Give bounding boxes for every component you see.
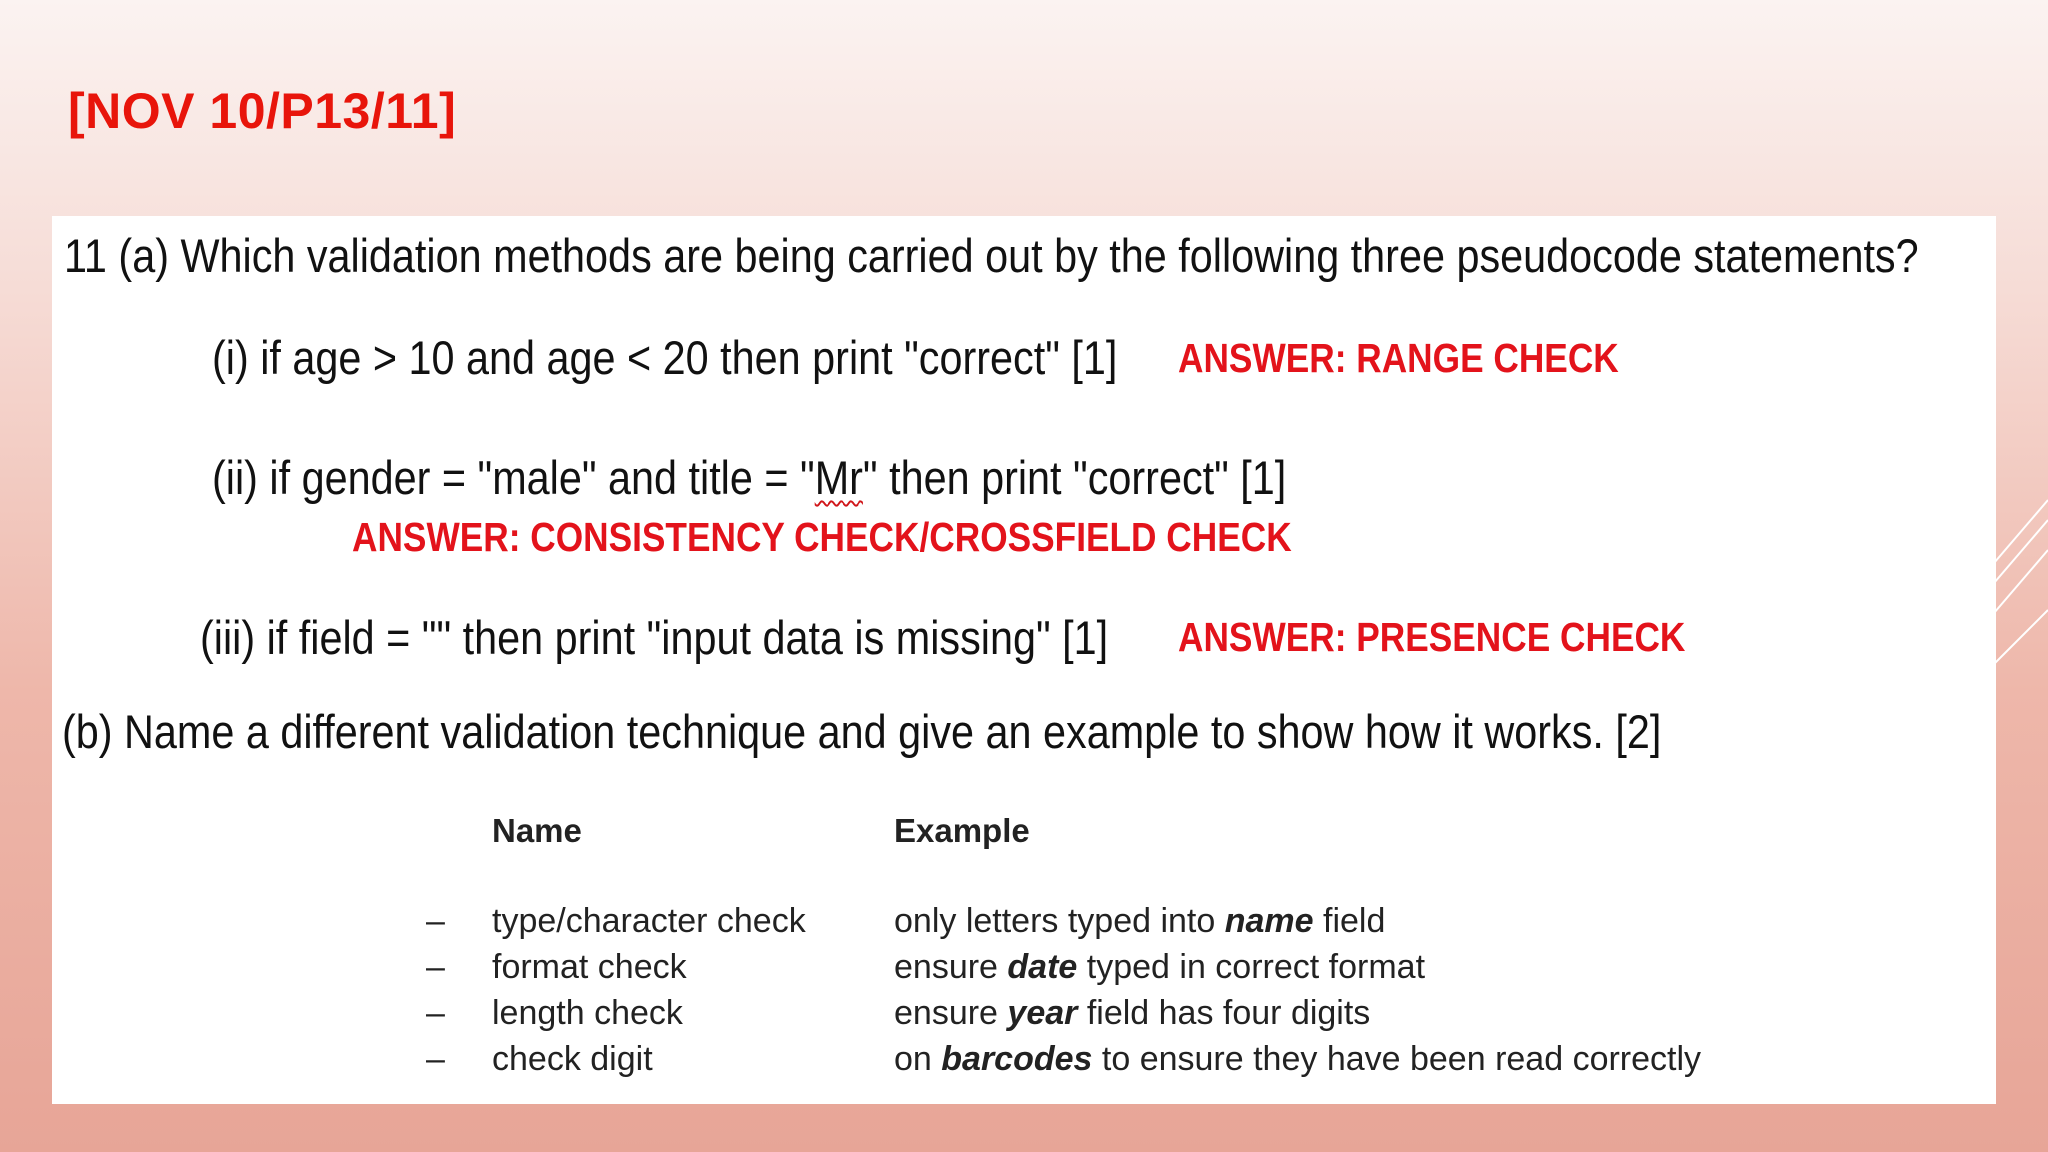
row-dash: – bbox=[426, 948, 445, 986]
question-b-prompt: (b) Name a different validation technique and give an example to show how it works. [2] bbox=[62, 705, 1662, 758]
question-a-ii-part2: " then print "correct" [1] bbox=[862, 451, 1287, 504]
decorative-diagonal-lines bbox=[1988, 480, 2048, 700]
row-example-bold: name bbox=[1224, 902, 1314, 940]
row-example-text: only letters typed into bbox=[894, 902, 1225, 940]
question-a-prompt: 11 (a) Which validation methods are being carried out by the following three pseudocode statements? bbox=[64, 229, 1919, 282]
question-a-i: (i) if age > 10 and age < 20 then print "correct" [1] bbox=[212, 331, 1118, 384]
row-example bbox=[894, 1040, 1701, 1079]
table-header-name: Name bbox=[492, 812, 582, 849]
question-a-iii: (iii) if field = "" then print "input data is missing" [1] bbox=[200, 611, 1109, 664]
row-example bbox=[894, 902, 1385, 941]
row-dash: – bbox=[426, 1040, 445, 1078]
row-name: format check bbox=[492, 948, 687, 986]
row-dash: – bbox=[426, 902, 445, 940]
slide-title: [NOV 10/P13/11] bbox=[68, 83, 457, 139]
spellcheck-underlined-word: Mr bbox=[814, 451, 863, 504]
row-dash: – bbox=[426, 994, 445, 1032]
row-example-text: to ensure they have been read correctly bbox=[1092, 1040, 1702, 1078]
table-header-example: Example bbox=[894, 812, 1030, 849]
row-example-text: typed in correct format bbox=[1077, 948, 1426, 986]
row-name: check digit bbox=[492, 1040, 653, 1078]
row-example-bold: year bbox=[1007, 994, 1078, 1032]
row-example-text: on bbox=[894, 1040, 942, 1078]
row-name: length check bbox=[492, 994, 683, 1032]
row-example bbox=[894, 994, 1370, 1033]
question-a-ii bbox=[212, 450, 1286, 505]
row-example-text: field has four digits bbox=[1077, 994, 1371, 1032]
row-example-text: field bbox=[1313, 902, 1386, 940]
row-example bbox=[894, 948, 1425, 987]
answer-a-ii: ANSWER: CONSISTENCY CHECK/CROSSFIELD CHECK bbox=[352, 514, 1292, 560]
table-row bbox=[52, 1040, 1952, 1086]
row-example-text: ensure bbox=[894, 948, 1008, 986]
answer-a-i: ANSWER: RANGE CHECK bbox=[1178, 335, 1619, 381]
row-name: type/character check bbox=[492, 902, 806, 940]
row-example-bold: date bbox=[1007, 948, 1078, 986]
table-row bbox=[52, 902, 1952, 948]
answer-a-iii: ANSWER: PRESENCE CHECK bbox=[1178, 614, 1686, 660]
table-row bbox=[52, 948, 1952, 994]
table-row bbox=[52, 994, 1952, 1040]
row-example-bold: barcodes bbox=[941, 1040, 1093, 1078]
question-image-panel bbox=[52, 216, 1996, 1104]
question-a-ii-part1: (ii) if gender = "male" and title = " bbox=[212, 451, 815, 504]
row-example-text: ensure bbox=[894, 994, 1008, 1032]
